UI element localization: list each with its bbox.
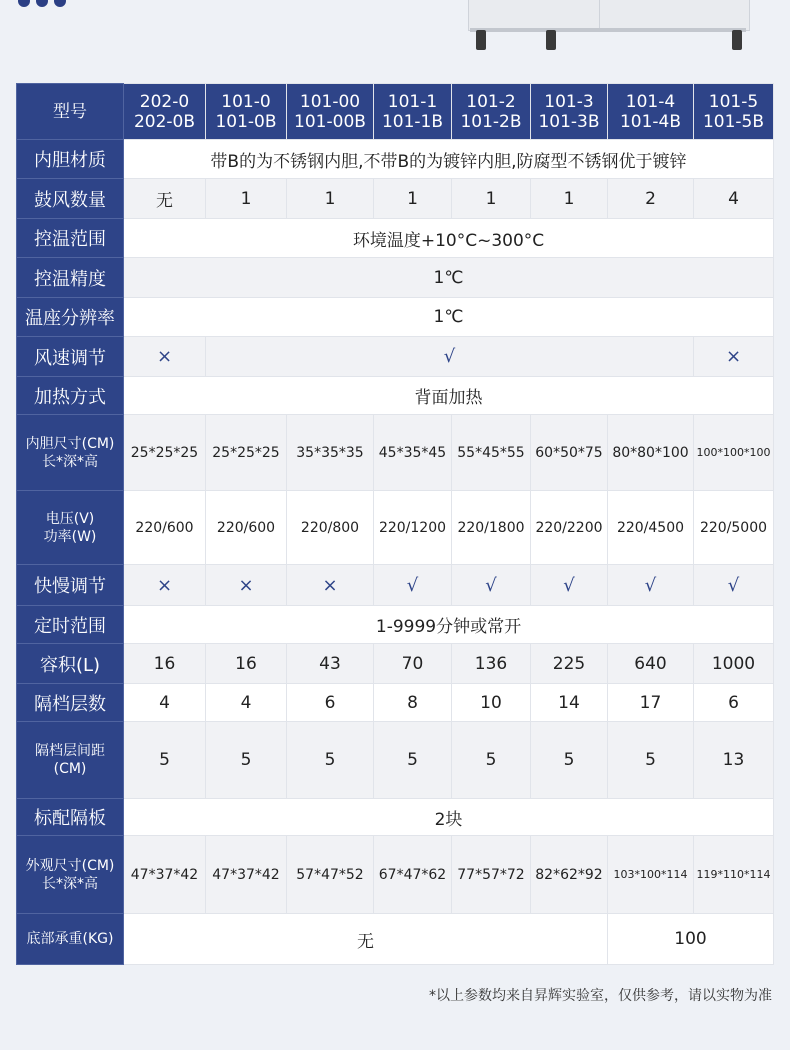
row-value: 背面加热 (124, 377, 774, 415)
mark-icon: √ (374, 565, 452, 606)
table-cell: 5 (124, 722, 206, 799)
spec-table (16, 83, 774, 965)
table-cell: 57*47*52 (287, 836, 374, 914)
row-label: 标配隔板 (17, 799, 124, 836)
row-liner (17, 140, 774, 179)
row-value: 1℃ (124, 258, 774, 298)
model-cell: 101-2 101-2B (452, 84, 531, 140)
table-cell: 14 (531, 684, 608, 722)
table-cell: 100 (608, 914, 774, 965)
table-cell: 640 (608, 644, 694, 684)
row-label: 控温范围 (17, 219, 124, 258)
row-label: 风速调节 (17, 337, 124, 377)
table-cell: 5 (374, 722, 452, 799)
check-icon: √ (206, 337, 694, 377)
oven-leg (732, 30, 742, 50)
table-cell: 4 (206, 684, 287, 722)
row-label: 温座分辨率 (17, 298, 124, 337)
row-label: 控温精度 (17, 258, 124, 298)
table-cell: 225 (531, 644, 608, 684)
dot-icon (36, 0, 48, 7)
oven-cabinet-image (468, 0, 750, 31)
table-cell: 220/1200 (374, 491, 452, 565)
decorative-dots (18, 0, 66, 7)
table-cell: 5 (531, 722, 608, 799)
header-row (17, 84, 774, 140)
mark-icon: √ (608, 565, 694, 606)
table-cell: 220/800 (287, 491, 374, 565)
table-cell: 16 (124, 644, 206, 684)
oven-leg (476, 30, 486, 50)
row-value: 环境温度+10°C~300°C (124, 219, 774, 258)
table-cell: 1 (374, 179, 452, 219)
row-label: 容积(L) (17, 644, 124, 684)
row-temp-range (17, 219, 774, 258)
dot-icon (18, 0, 30, 7)
model-cell: 101-5 101-5B (694, 84, 774, 140)
mark-icon: × (287, 565, 374, 606)
row-label: 内胆材质 (17, 140, 124, 179)
table-cell: 77*57*72 (452, 836, 531, 914)
row-shelf-gap (17, 722, 774, 799)
row-fans (17, 179, 774, 219)
row-std-shelf (17, 799, 774, 836)
row-volume (17, 644, 774, 684)
model-cell: 202-0 202-0B (124, 84, 206, 140)
row-label: 定时范围 (17, 606, 124, 644)
table-cell: 无 (124, 914, 608, 965)
row-bottom-load (17, 914, 774, 965)
table-cell: 103*100*114 (608, 836, 694, 914)
model-cell: 101-3 101-3B (531, 84, 608, 140)
table-cell: 4 (694, 179, 774, 219)
table-cell: 17 (608, 684, 694, 722)
top-banner (0, 0, 790, 70)
table-cell: 70 (374, 644, 452, 684)
model-cell: 101-0 101-0B (206, 84, 287, 140)
mark-icon: × (124, 565, 206, 606)
table-cell: 136 (452, 644, 531, 684)
row-shelves (17, 684, 774, 722)
table-cell: 47*37*42 (124, 836, 206, 914)
table-cell: 5 (287, 722, 374, 799)
row-fast-slow (17, 565, 774, 606)
row-label: 鼓风数量 (17, 179, 124, 219)
table-cell: 25*25*25 (206, 415, 287, 491)
oven-base (470, 28, 746, 32)
table-cell: 6 (694, 684, 774, 722)
table-cell: 2 (608, 179, 694, 219)
row-timer (17, 606, 774, 644)
table-cell: 220/1800 (452, 491, 531, 565)
row-label: 快慢调节 (17, 565, 124, 606)
oven-leg (546, 30, 556, 50)
table-cell: 220/5000 (694, 491, 774, 565)
spec-table-container (16, 83, 773, 964)
row-inner-size (17, 415, 774, 491)
table-cell: 8 (374, 684, 452, 722)
table-cell: 4 (124, 684, 206, 722)
row-outer-size (17, 836, 774, 914)
table-cell: 13 (694, 722, 774, 799)
table-cell: 60*50*75 (531, 415, 608, 491)
table-cell: 25*25*25 (124, 415, 206, 491)
table-cell: 5 (452, 722, 531, 799)
table-cell: 1 (287, 179, 374, 219)
table-cell: 5 (206, 722, 287, 799)
table-cell: 119*110*114 (694, 836, 774, 914)
table-cell: 220/600 (206, 491, 287, 565)
table-cell: 47*37*42 (206, 836, 287, 914)
footnote: *以上参数均来自昇辉实验室，仅供参考，请以实物为准 (429, 988, 772, 1004)
table-cell: 67*47*62 (374, 836, 452, 914)
row-label: 加热方式 (17, 377, 124, 415)
row-label: 电压(V) 功率(W) (17, 491, 124, 565)
table-cell: 220/2200 (531, 491, 608, 565)
dot-icon (54, 0, 66, 7)
table-cell: 1 (206, 179, 287, 219)
row-label: 外观尺寸(CM) 长*深*高 (17, 836, 124, 914)
table-cell: 220/4500 (608, 491, 694, 565)
row-value: 2块 (124, 799, 774, 836)
table-cell: 5 (608, 722, 694, 799)
table-cell: 1 (452, 179, 531, 219)
table-cell: 16 (206, 644, 287, 684)
cross-icon: × (124, 337, 206, 377)
row-value: 1-9999分钟或常开 (124, 606, 774, 644)
table-cell: 55*45*55 (452, 415, 531, 491)
table-cell: 82*62*92 (531, 836, 608, 914)
mark-icon: √ (452, 565, 531, 606)
table-cell: 无 (124, 179, 206, 219)
table-cell: 35*35*35 (287, 415, 374, 491)
table-cell: 100*100*100 (694, 415, 774, 491)
row-heating (17, 377, 774, 415)
table-cell: 43 (287, 644, 374, 684)
row-label: 隔档层数 (17, 684, 124, 722)
model-cell: 101-00 101-00B (287, 84, 374, 140)
row-label: 内胆尺寸(CM) 长*深*高 (17, 415, 124, 491)
mark-icon: √ (531, 565, 608, 606)
table-cell: 220/600 (124, 491, 206, 565)
table-cell: 1000 (694, 644, 774, 684)
cross-icon: × (694, 337, 774, 377)
row-temp-precision (17, 258, 774, 298)
table-cell: 80*80*100 (608, 415, 694, 491)
mark-icon: × (206, 565, 287, 606)
model-cell: 101-1 101-1B (374, 84, 452, 140)
table-cell: 6 (287, 684, 374, 722)
row-wind-speed (17, 337, 774, 377)
row-value: 带B的为不锈钢内胆,不带B的为镀锌内胆,防腐型不锈钢优于镀锌 (124, 140, 774, 179)
mark-icon: √ (694, 565, 774, 606)
row-temp-resolution (17, 298, 774, 337)
row-power (17, 491, 774, 565)
row-value: 1℃ (124, 298, 774, 337)
model-cell: 101-4 101-4B (608, 84, 694, 140)
row-label: 底部承重(KG) (17, 914, 124, 965)
table-cell: 1 (531, 179, 608, 219)
table-cell: 10 (452, 684, 531, 722)
table-cell: 45*35*45 (374, 415, 452, 491)
row-label: 隔档层间距 (CM) (17, 722, 124, 799)
model-label: 型号 (17, 84, 124, 140)
